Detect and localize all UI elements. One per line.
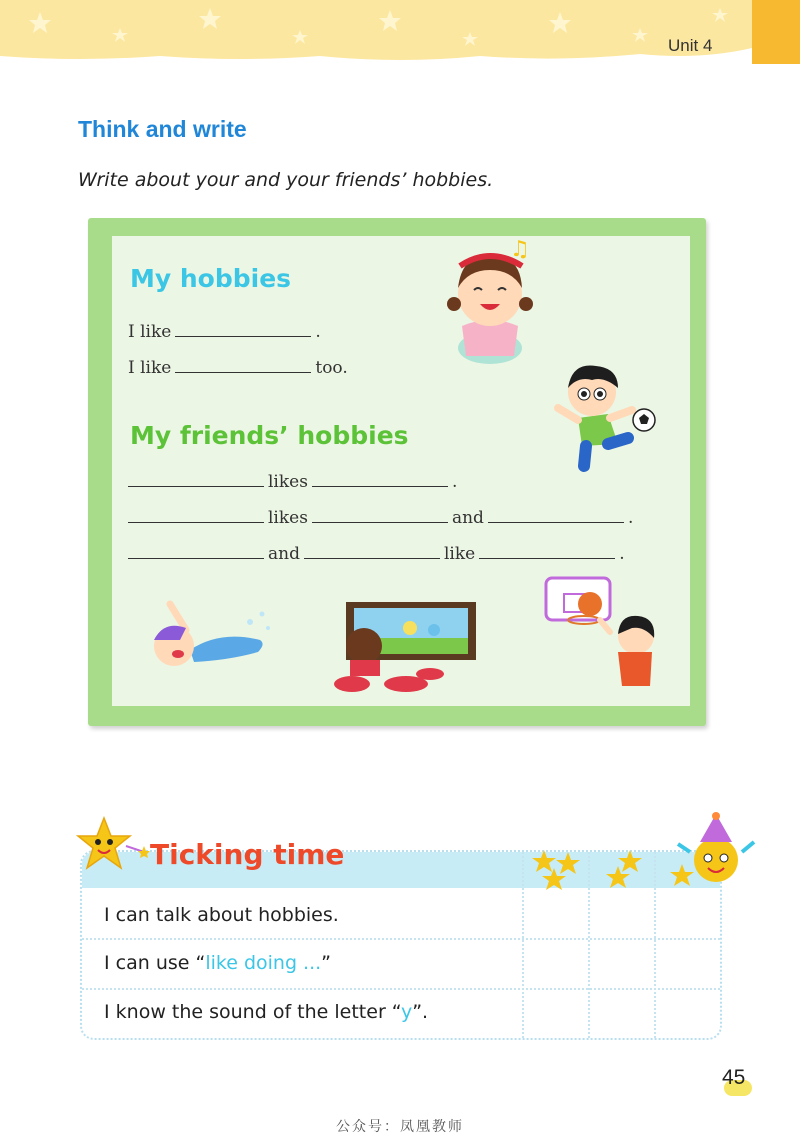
tick-column-divider [522,852,524,1038]
my-hobby-line-1 [128,322,321,342]
line-text: likes [268,508,308,528]
friend-hobby-line-1 [128,472,457,492]
tick-item-2 [104,952,331,974]
tick-text-part: I know the sound of the letter “ [104,1001,401,1023]
section-title: Think and write [78,116,247,142]
soccer-boy-illustration [548,358,660,478]
clown-mascot-icon [676,812,756,892]
write-blank[interactable] [312,509,448,523]
line-text: . [315,322,321,342]
tick-item-1: I can talk about hobbies. [104,904,339,926]
write-blank[interactable] [488,509,624,523]
svg-text:♫: ♫ [510,237,530,262]
line-text: I like [128,322,172,342]
friend-hobby-line-3 [128,544,625,564]
star-mascot-icon [76,816,150,876]
line-text: too. [315,358,348,378]
line-text: . [627,508,634,528]
rating-star-icon [606,866,630,888]
write-blank[interactable] [175,323,311,337]
tick-text-part: I can use “ [104,952,206,974]
rating-star-icon [556,852,580,874]
line-text: . [451,472,458,492]
tv-watching-girl-illustration [330,598,480,694]
unit-side-tab [752,0,800,64]
friends-hobbies-title: My friends’ hobbies [130,421,409,450]
tick-row-divider [82,988,720,990]
page-number: 45 [722,1066,746,1089]
unit-label: Unit 4 [668,36,713,55]
my-hobby-line-2 [128,358,348,378]
singing-girl-illustration [440,236,550,366]
friend-hobby-line-2 [128,508,633,528]
tick-text-part: ”. [412,1001,429,1023]
line-text: I like [128,358,172,378]
footer-text: 公众号：凤凰教师 [336,1119,464,1135]
write-blank[interactable] [175,359,311,373]
line-text: likes [268,472,308,492]
line-text: and [451,508,484,528]
write-blank[interactable] [128,509,264,523]
line-text: like [443,544,476,564]
line-text: and [268,544,300,564]
rating-star-icon [532,850,556,872]
ticking-time-title: Ticking time [150,838,345,871]
tick-highlight: like doing ... [205,952,322,974]
rating-star-icon [618,850,642,872]
write-blank[interactable] [128,473,264,487]
my-hobbies-title: My hobbies [130,264,292,293]
line-text: . [619,544,625,564]
write-blank[interactable] [128,545,264,559]
tick-text-part: ” [321,952,332,974]
basketball-boy-illustration [544,576,664,692]
tick-highlight: y [400,1001,413,1023]
swimming-girl-illustration [140,600,280,676]
instruction-text: Write about your and your friends’ hobbies. [78,169,494,191]
tick-row-divider [82,938,720,940]
write-blank[interactable] [479,545,615,559]
write-blank[interactable] [304,545,440,559]
tick-item-3 [104,1001,428,1023]
write-blank[interactable] [312,473,448,487]
